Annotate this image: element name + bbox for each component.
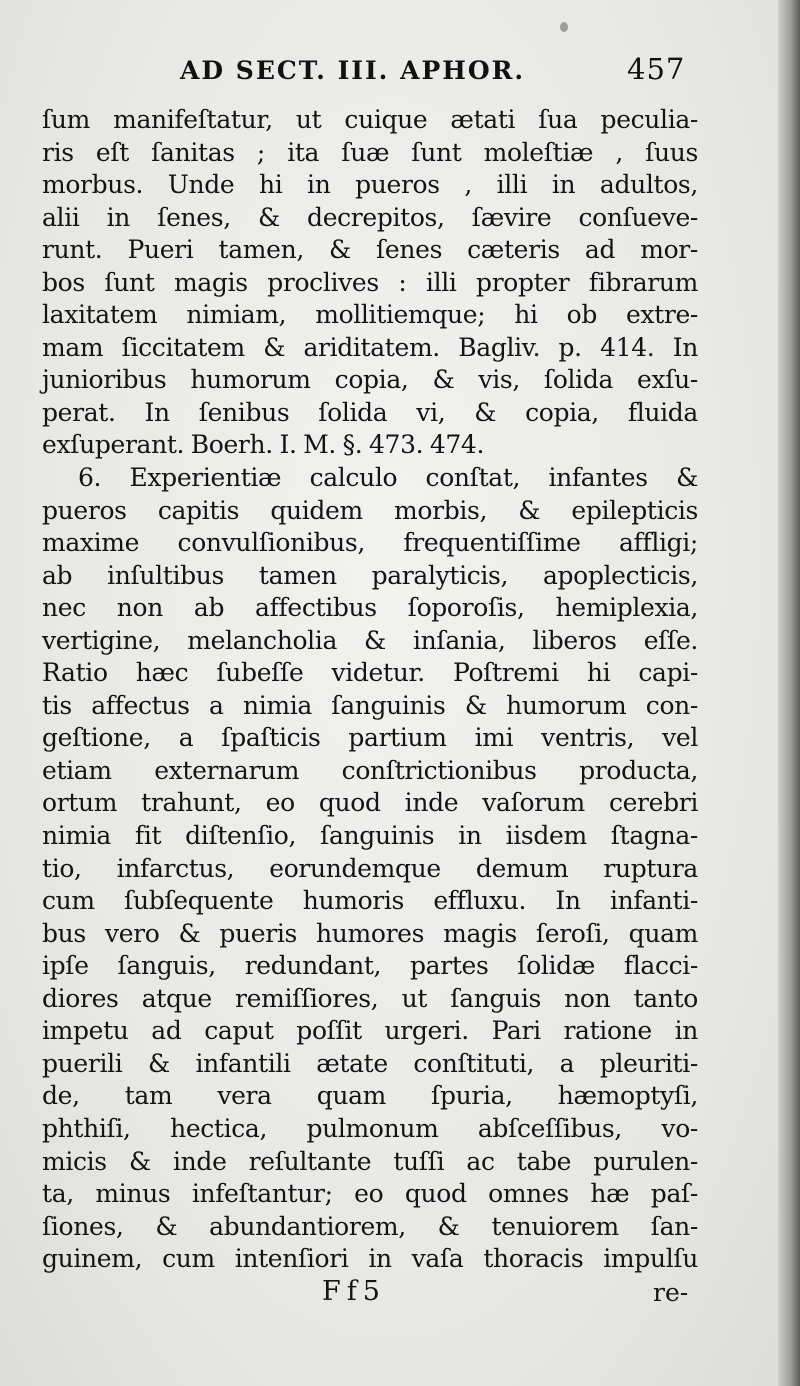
text-line: ſiones, & abundantiorem, & tenuiorem ſan- — [42, 1211, 698, 1241]
page-header — [0, 52, 780, 92]
text-line: alii in ſenes, & decrepitos, ſævire conſueve- — [42, 202, 698, 232]
book-spine-shadow — [778, 0, 800, 1386]
running-head: AD SECT. III. APHOR. — [180, 56, 526, 85]
ink-speck — [560, 22, 568, 32]
text-line: ris eſt ſanitas ; ita ſuæ ſunt moleſtiæ , ſuus — [42, 137, 698, 167]
text-line: nec non ab affectibus ſoporoſis, hemiplexia, — [42, 593, 698, 623]
text-line: geſtione, a ſpaſticis partium imi ventris, vel — [42, 723, 698, 753]
text-line: ab inſultibus tamen paralyticis, apoplecticis, — [42, 560, 698, 590]
text-line: tio, infarctus, eorundemque demum ruptura — [42, 853, 698, 883]
text-line: micis & inde reſultante tuſſi ac tabe purulen- — [42, 1146, 698, 1176]
text-line: 6. Experientiæ calculo conſtat, infantes & — [78, 463, 698, 493]
text-line: guinem, cum intenſiori in vaſa thoracis impulſu — [42, 1244, 698, 1274]
text-line: impetu ad caput poſſit urgeri. Pari ratione in — [42, 1016, 698, 1046]
text-line: bos ſunt magis proclives : illi propter fibrarum — [42, 267, 698, 297]
text-line: laxitatem nimiam, mollitiemque; hi ob extre- — [42, 300, 698, 330]
text-line: pueros capitis quidem morbis, & epilepticis — [42, 495, 698, 525]
text-line: morbus. Unde hi in pueros , illi in adultos, — [42, 170, 698, 200]
text-line: ſum manifeſtatur, ut cuique ætati ſua peculia- — [42, 105, 698, 134]
signature-mark: Ff5 — [322, 1276, 386, 1307]
text-line: mam ſiccitatem & ariditatem. Bagliv. p. 414. In — [42, 332, 698, 362]
text-line: vertigine, melancholia & inſania, liberos eſſe. — [42, 625, 698, 655]
text-line: junioribus humorum copia, & vis, ſolida exſu- — [42, 365, 698, 395]
text-line: puerili & infantili ætate conſtituti, a pleuriti- — [42, 1048, 698, 1078]
text-line: ortum trahunt, eo quod inde vaſorum cerebri — [42, 788, 698, 818]
text-line: exſuperant. Boerh. I. M. §. 473. 474. — [42, 430, 485, 460]
text-line: runt. Pueri tamen, & ſenes cæteris ad mor- — [42, 235, 698, 265]
page-number: 457 — [627, 52, 686, 86]
page-footer — [0, 1276, 780, 1316]
text-line: perat. In ſenibus ſolida vi, & copia, fluida — [42, 397, 698, 427]
text-line: diores atque remiſſiores, ut ſanguis non tanto — [42, 983, 698, 1013]
text-line: bus vero & pueris humores magis ſeroſi, quam — [42, 918, 698, 948]
text-line: nimia fit diſtenſio, ſanguinis in iisdem ſtagna- — [42, 821, 698, 851]
text-line: tis affectus a nimia ſanguinis & humorum con- — [42, 690, 698, 720]
text-line: Ratio hæc ſubeſſe videtur. Poſtremi hi capi- — [42, 658, 698, 688]
text-line: etiam externarum conſtrictionibus producta, — [42, 755, 698, 785]
text-line: cum ſubſequente humoris effluxu. In infanti- — [42, 886, 698, 916]
text-line: phthiſi, hectica, pulmonum abſceſſibus, vo- — [42, 1113, 698, 1143]
body-text — [42, 104, 698, 1276]
text-line: de, tam vera quam ſpuria, hæmoptyſi, — [42, 1081, 698, 1111]
catchword: re- — [653, 1278, 689, 1307]
text-line: ta, minus infeſtantur; eo quod omnes hæ paſ- — [42, 1179, 698, 1209]
text-line: ipſe ſanguis, redundant, partes ſolidæ flacci- — [42, 951, 698, 981]
text-line: maxime convulſionibus, frequentiſſime affligi; — [42, 528, 698, 558]
